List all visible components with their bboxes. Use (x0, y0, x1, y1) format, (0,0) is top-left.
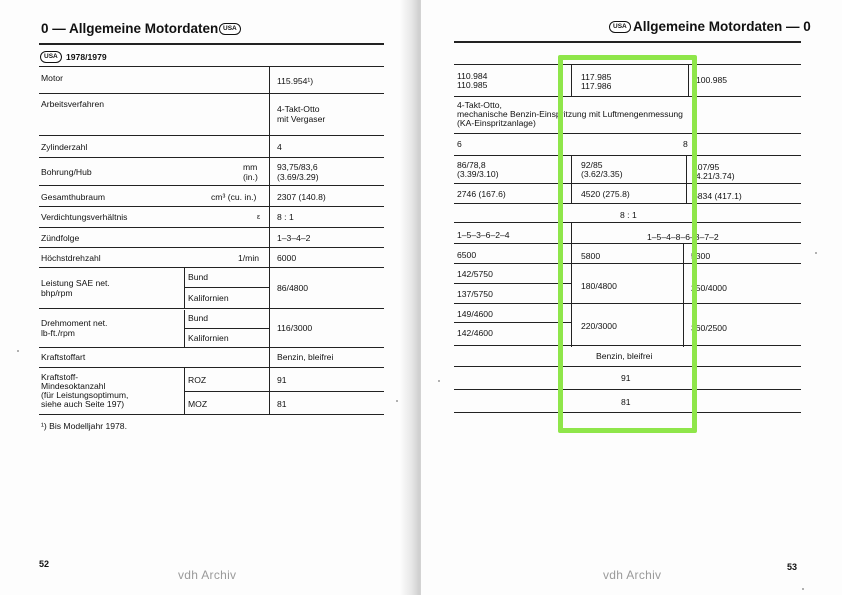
highlight-box (558, 55, 697, 433)
sub-column-separator (184, 310, 185, 348)
divider (39, 267, 384, 268)
cell: 360/2500 (691, 323, 727, 333)
row-unit: cm³ (cu. in.) (211, 192, 257, 202)
divider (39, 206, 384, 207)
row-value: 81 (277, 399, 287, 409)
page-number: 53 (787, 562, 798, 572)
cell: 117.986 (581, 81, 612, 91)
divider (39, 185, 384, 186)
row-value: 4 (277, 142, 282, 152)
divider (454, 322, 572, 323)
cell: 180/4800 (581, 281, 617, 291)
scan-speck (17, 350, 19, 352)
row-value: 4-Takt-Otto (277, 104, 320, 114)
row-value: 116/3000 (277, 323, 313, 333)
row-label: (für Leistungsoptimum, (41, 390, 129, 400)
cell: 2746 (167.6) (457, 189, 506, 199)
cell: 220/3000 (581, 321, 617, 331)
cell: 91 (621, 373, 631, 383)
cell: 5300 (691, 251, 711, 261)
row-label: Höchstdrehzahl (41, 253, 101, 263)
left-page (0, 0, 415, 595)
cell: 81 (621, 397, 631, 407)
row-value: mit Vergaser (277, 114, 326, 124)
cell: 142/4600 (457, 328, 493, 338)
cell: (KA-Einspritzanlage) (457, 118, 536, 128)
divider (184, 328, 270, 329)
cell: 107/95 (693, 162, 720, 172)
year-usa-badge-icon: USA (40, 51, 62, 63)
divider (39, 157, 384, 158)
scan-speck (802, 588, 804, 590)
divider (454, 283, 572, 284)
title-rule (39, 43, 384, 45)
page-number: 52 (39, 559, 50, 569)
row-label: Drehmoment net. (41, 318, 108, 328)
divider (39, 247, 384, 248)
cell: 142/5750 (457, 269, 493, 279)
year-label: 1978/1979 (66, 52, 107, 62)
usa-badge-icon: USA (219, 23, 241, 35)
cell: 4-Takt-Otto, (457, 100, 502, 110)
divider (39, 308, 384, 309)
row-value: 93,75/83,6 (277, 162, 318, 172)
cell: 5800 (581, 251, 601, 261)
watermark: vdh Archiv (603, 568, 662, 582)
row-label: Zündfolge (41, 233, 80, 243)
cell: 6 (457, 139, 462, 149)
cell: 6500 (457, 250, 477, 260)
left-page-title: 0 — Allgemeine Motordaten (41, 21, 219, 36)
cell: mechanische Benzin-Einspritzung mit Luftmengenmessung (457, 109, 683, 119)
value-column-separator (269, 67, 270, 414)
watermark: vdh Archiv (178, 568, 237, 582)
divider (184, 287, 270, 288)
row-value: 115.954¹) (277, 76, 314, 86)
row-unit: (in.) (243, 172, 258, 182)
scan-speck (396, 400, 398, 402)
divider (39, 66, 384, 67)
row-label: Motor (41, 73, 63, 83)
sub-column-separator (184, 268, 185, 308)
row-value: 86/4800 (277, 283, 309, 293)
cell: (4.21/3.74) (693, 171, 735, 181)
divider (39, 227, 384, 228)
cell: 4520 (275.8) (581, 189, 630, 199)
row-value: (3.69/3.29) (277, 172, 319, 182)
cell: 137/5750 (457, 289, 493, 299)
usa-badge-icon: USA (609, 21, 631, 33)
row-label: Gesamthubraum (41, 192, 106, 202)
cell: 149/4600 (457, 309, 493, 319)
cell: 1–5–3–6–2–4 (457, 230, 510, 240)
row-sub-label: ROZ (188, 375, 207, 385)
row-value: Benzin, bleifrei (277, 352, 334, 362)
cell: 100.985 (696, 75, 728, 85)
row-label: Kraftstoffart (41, 352, 86, 362)
row-label: lb-ft./rpm (41, 328, 75, 338)
row-label: Arbeitsverfahren (41, 99, 105, 109)
cell: (3.39/3.10) (457, 169, 499, 179)
row-unit: ε (257, 214, 261, 221)
scan-speck (815, 252, 817, 254)
cell: 8 : 1 (620, 210, 637, 220)
scan-speck (438, 380, 440, 382)
row-sub-label: MOZ (188, 399, 208, 409)
footnote: ¹) Bis Modelljahr 1978. (41, 421, 127, 431)
row-label: Kraftstoff- (41, 372, 79, 382)
row-sub-label: Kalifornien (188, 293, 229, 303)
cell: 6834 (417.1) (693, 191, 742, 201)
cell: 250/4000 (691, 283, 727, 293)
right-page (421, 0, 842, 595)
row-label: bhp/rpm (41, 288, 73, 298)
row-sub-label: Bund (188, 313, 209, 323)
row-label: Verdichtungsverhältnis (41, 212, 128, 222)
divider (184, 391, 384, 392)
cell: 86/78,8 (457, 160, 486, 170)
divider (39, 347, 384, 348)
cell: 110.985 (457, 80, 488, 90)
cell: 117.985 (581, 72, 612, 82)
row-value: 6000 (277, 253, 297, 263)
row-value: 91 (277, 375, 287, 385)
row-value: 2307 (140.8) (277, 192, 326, 202)
cell: 92/85 (581, 160, 603, 170)
title-rule (454, 41, 801, 43)
right-page-title: Allgemeine Motordaten — 0 (633, 19, 811, 34)
row-label: Mindesoktanzahl (41, 381, 106, 391)
row-label: Leistung SAE net. (41, 278, 110, 288)
row-label: siehe auch Seite 197) (41, 399, 125, 409)
row-value: 8 : 1 (277, 212, 294, 222)
cell: 1–5–4–8–6–3–7–2 (647, 232, 719, 242)
row-label: Bohrung/Hub (41, 167, 92, 177)
divider (39, 93, 384, 94)
row-value: 1–3–4–2 (277, 233, 311, 243)
row-unit: 1/min (238, 253, 260, 263)
row-label: Zylinderzahl (41, 142, 88, 152)
cell: 110.984 (457, 71, 488, 81)
cell: Benzin, bleifrei (596, 351, 653, 361)
divider (39, 414, 384, 415)
cell: (3.62/3.35) (581, 169, 623, 179)
row-sub-label: Kalifornien (188, 333, 229, 343)
row-sub-label: Bund (188, 272, 209, 282)
row-unit: mm (243, 162, 258, 172)
divider (39, 367, 384, 368)
divider (39, 135, 384, 136)
cell: 8 (683, 139, 688, 149)
